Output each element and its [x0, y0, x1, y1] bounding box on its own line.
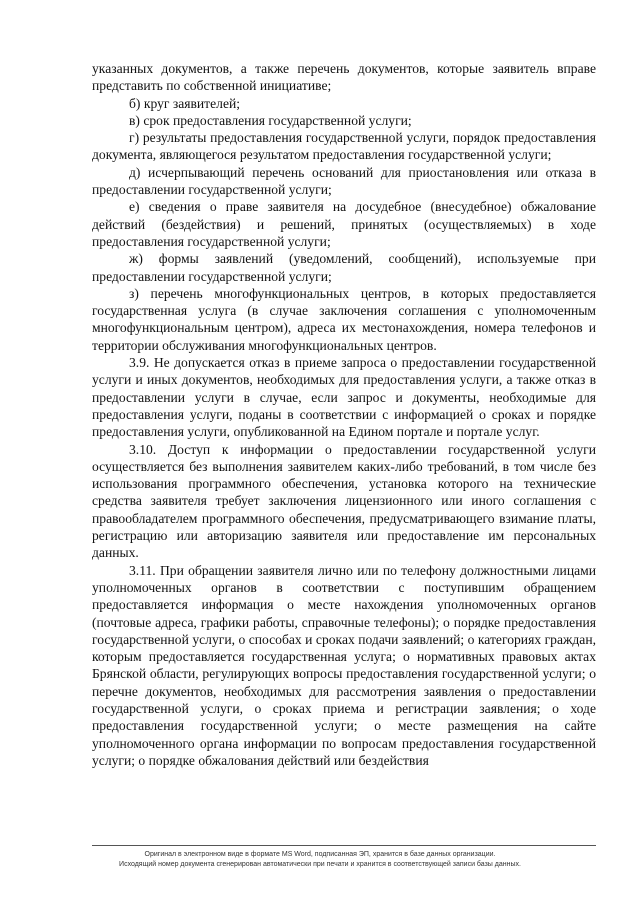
paragraph-7: з) перечень многофункциональных центров, в которых предоставляется государственная услуга (в случае заключения соглашения с уполномоченным многофункциональным центром), адреса их местонахождения, номера телефонов и территории обслуживания многофункциональных центров.: [92, 285, 596, 353]
paragraph-2: в) срок предоставления государственной услуги;: [129, 112, 412, 128]
document-body: [92, 60, 596, 769]
paragraph-3: г) результаты предоставления государственной услуги, порядок предоставления документа, являющегося результатом предоставления государственной услуги;: [92, 130, 596, 163]
paragraph-8: 3.9. Не допускается отказ в приеме запроса о предоставлении государственной услуги и иных документов, необходимых для предоставления услуги, а также отказ в предоставлении услуги в случае, если запрос и документы, необходимые для предоставления услуги, поданы в соответствии с информацией о сроках и порядке предоставления услуги, опубликованной на Едином портале и портале услуг.: [92, 355, 596, 440]
paragraph-5: е) сведения о праве заявителя на досудебное (внесудебное) обжалование действий (бездействия) и решений, принятых (осуществляемых) в ходе предоставления государственной услуги;: [92, 199, 596, 249]
paragraph-0: указанных документов, а также перечень документов, которые заявитель вправе представить по собственной инициативе;: [92, 61, 596, 94]
paragraph-1: б) круг заявителей;: [129, 95, 241, 111]
paragraph-10: 3.11. При обращении заявителя лично или по телефону должностными лицами уполномоченных органов в соответствии с поступившим обращением предоставляется информация о месте нахождения уполномоченных органов (почтовые адреса, графики работы, справочные телефоны); о порядке предоставления государственной услуги, о способах и сроках подачи заявлений; о категориях граждан, которым предоставляется государственная услуга; о нормативных правовых актах Брянской области, регулирующих вопросы предоставления государственной услуги; о перечне документов, необходимых для рассмотрения заявления о предоставлении государственной услуги, о сроках приема и регистрации заявления; о ходе предоставления государственной услуги; о месте размещения на сайте уполномоченного органа информации по вопросам предоставления государственной услуги; о порядке обжалования действий или бездействия: [92, 562, 596, 768]
paragraph-4: д) исчерпывающий перечень оснований для приостановления или отказа в предоставлении государственной услуги;: [92, 164, 596, 198]
paragraph-6: ж) формы заявлений (уведомлений, сообщений), используемые при предоставлении государственной услуги;: [92, 251, 596, 284]
footer-line-1: Оригинал в электронном виде в формате MS Word, подписанная ЭП, хранится в базе данных организации.: [144, 851, 496, 858]
paragraph-9: 3.10. Доступ к информации о предоставлении государственной услуги осуществляется без выполнения заявителем каких-либо требований, в том числе без использования программного обеспечения, установка которого на технические средства заявителя требует заключения лицензионного или иного соглашения с правообладателем программного обеспечения, предусматривающего взимание платы, регистрацию или авторизацию заявителя или предоставление им персональных данных.: [92, 441, 596, 561]
footer-note: [60, 850, 580, 870]
footer-divider: [92, 845, 596, 846]
footer-line-2: Исходящий номер документа сгенерирован автоматически при печати и хранится в соответствующей записи базы данных.: [119, 861, 521, 868]
